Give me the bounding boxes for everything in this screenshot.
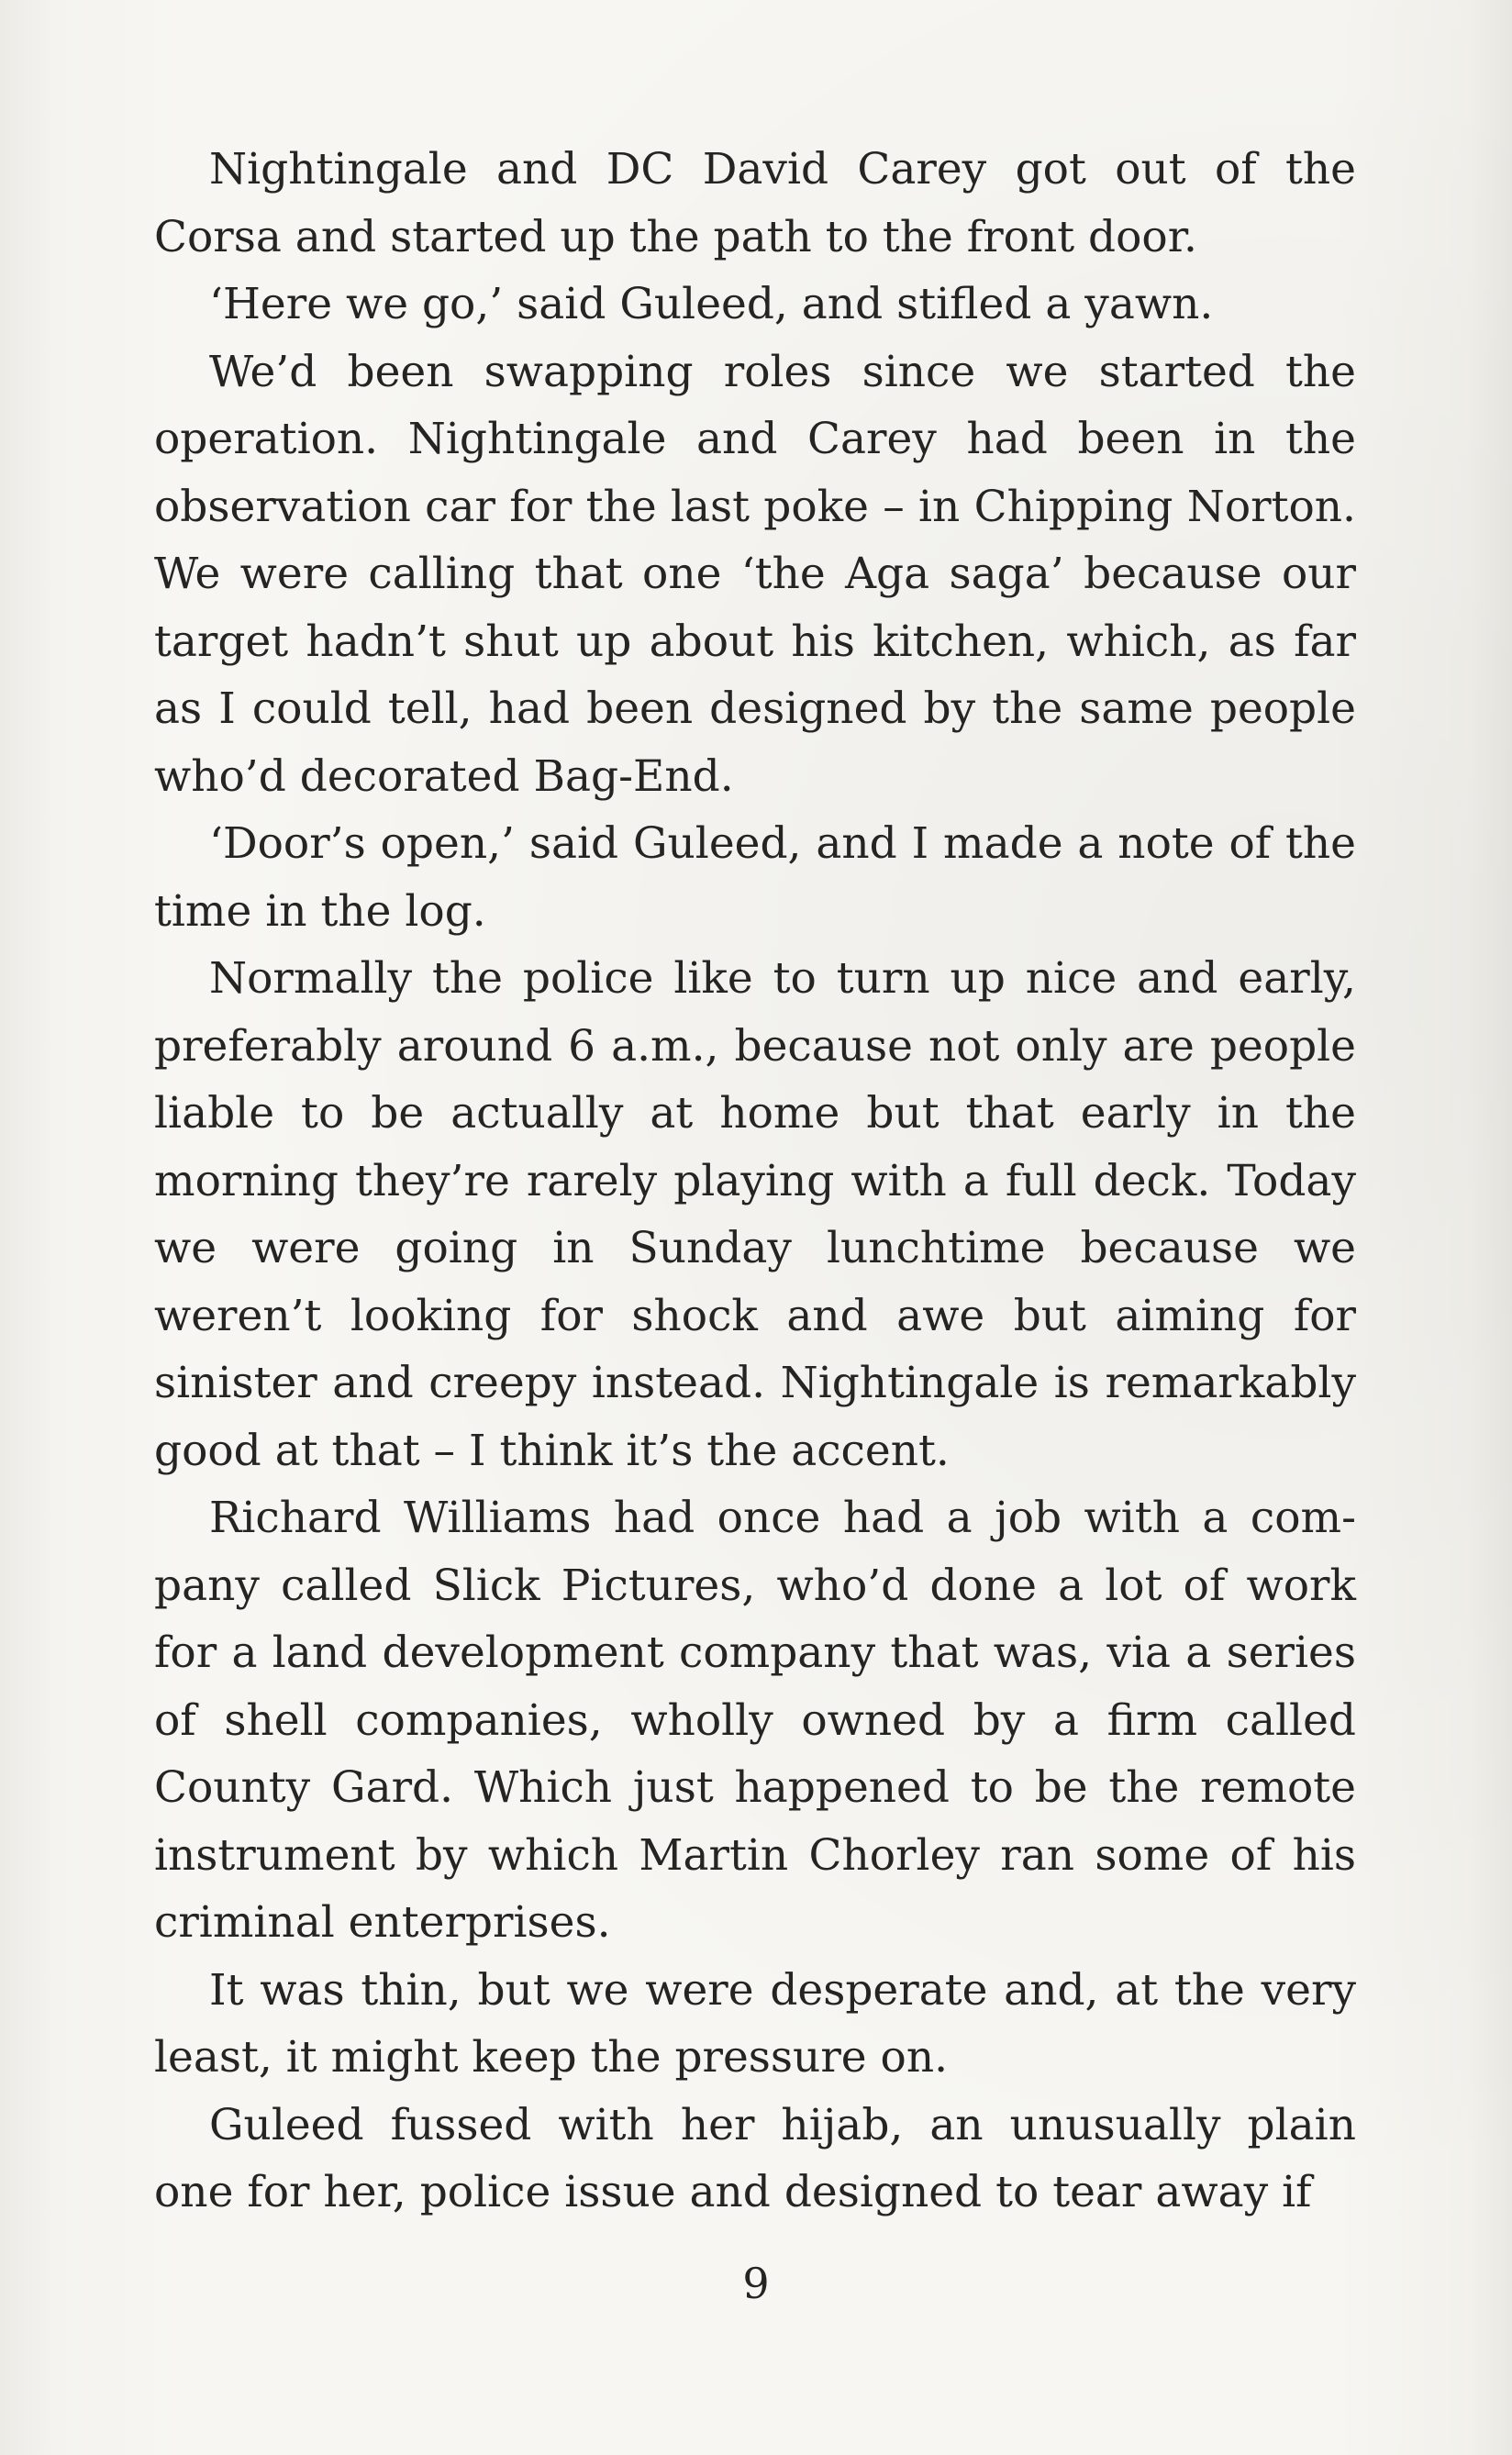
page-number: 9: [742, 2259, 770, 2308]
paragraph: Richard Williams had once had a job with a company called Slick Pictures, who’d done a lot of work for a land development company that was, via a series of shell companies, wholly owned by a firm called County Gard. Which just happened to be the remote instrument by which Martin Chorley ran some of his criminal enterprises.: [154, 1493, 1356, 1948]
paragraph: ‘Door’s open,’ said Guleed, and I made a note of the time in the log.: [154, 818, 1356, 937]
paragraph: ‘Here we go,’ said Guleed, and stifled a yawn.: [209, 279, 1214, 329]
paragraph: It was thin, but we were desperate and, at the very least, it might keep the pressure on.: [154, 1964, 1356, 2083]
paragraph: Guleed fussed with her hijab, an unusually plain one for her, police issue and designed to tear away if: [154, 2099, 1356, 2217]
paragraph: Normally the police like to turn up nice and early, preferably around 6 a.m., because not only are people liable to be actually at home but that early in the morning they’re rarely playing with a full deck. Today we were going in Sunday lunchtime because we weren’t looking for shock and awe but aiming for sinister and creepy instead. Nightingale is remarkably good at that – I think it’s the accent.: [154, 953, 1356, 1476]
paragraph: Nightingale and DC David Carey got out of the Corsa and started up the path to the front door.: [154, 144, 1356, 262]
body-text: [154, 136, 1356, 2227]
paragraph: We’d been swapping roles since we started the operation. Nightingale and Carey had been in the observation car for the last poke – in Chipping Norton. We were calling that one ‘the Aga saga’ because our target hadn’t shut up about his kitchen, which, as far as I could tell, had been designed by the same people who’d decorated Bag-End.: [154, 346, 1356, 802]
